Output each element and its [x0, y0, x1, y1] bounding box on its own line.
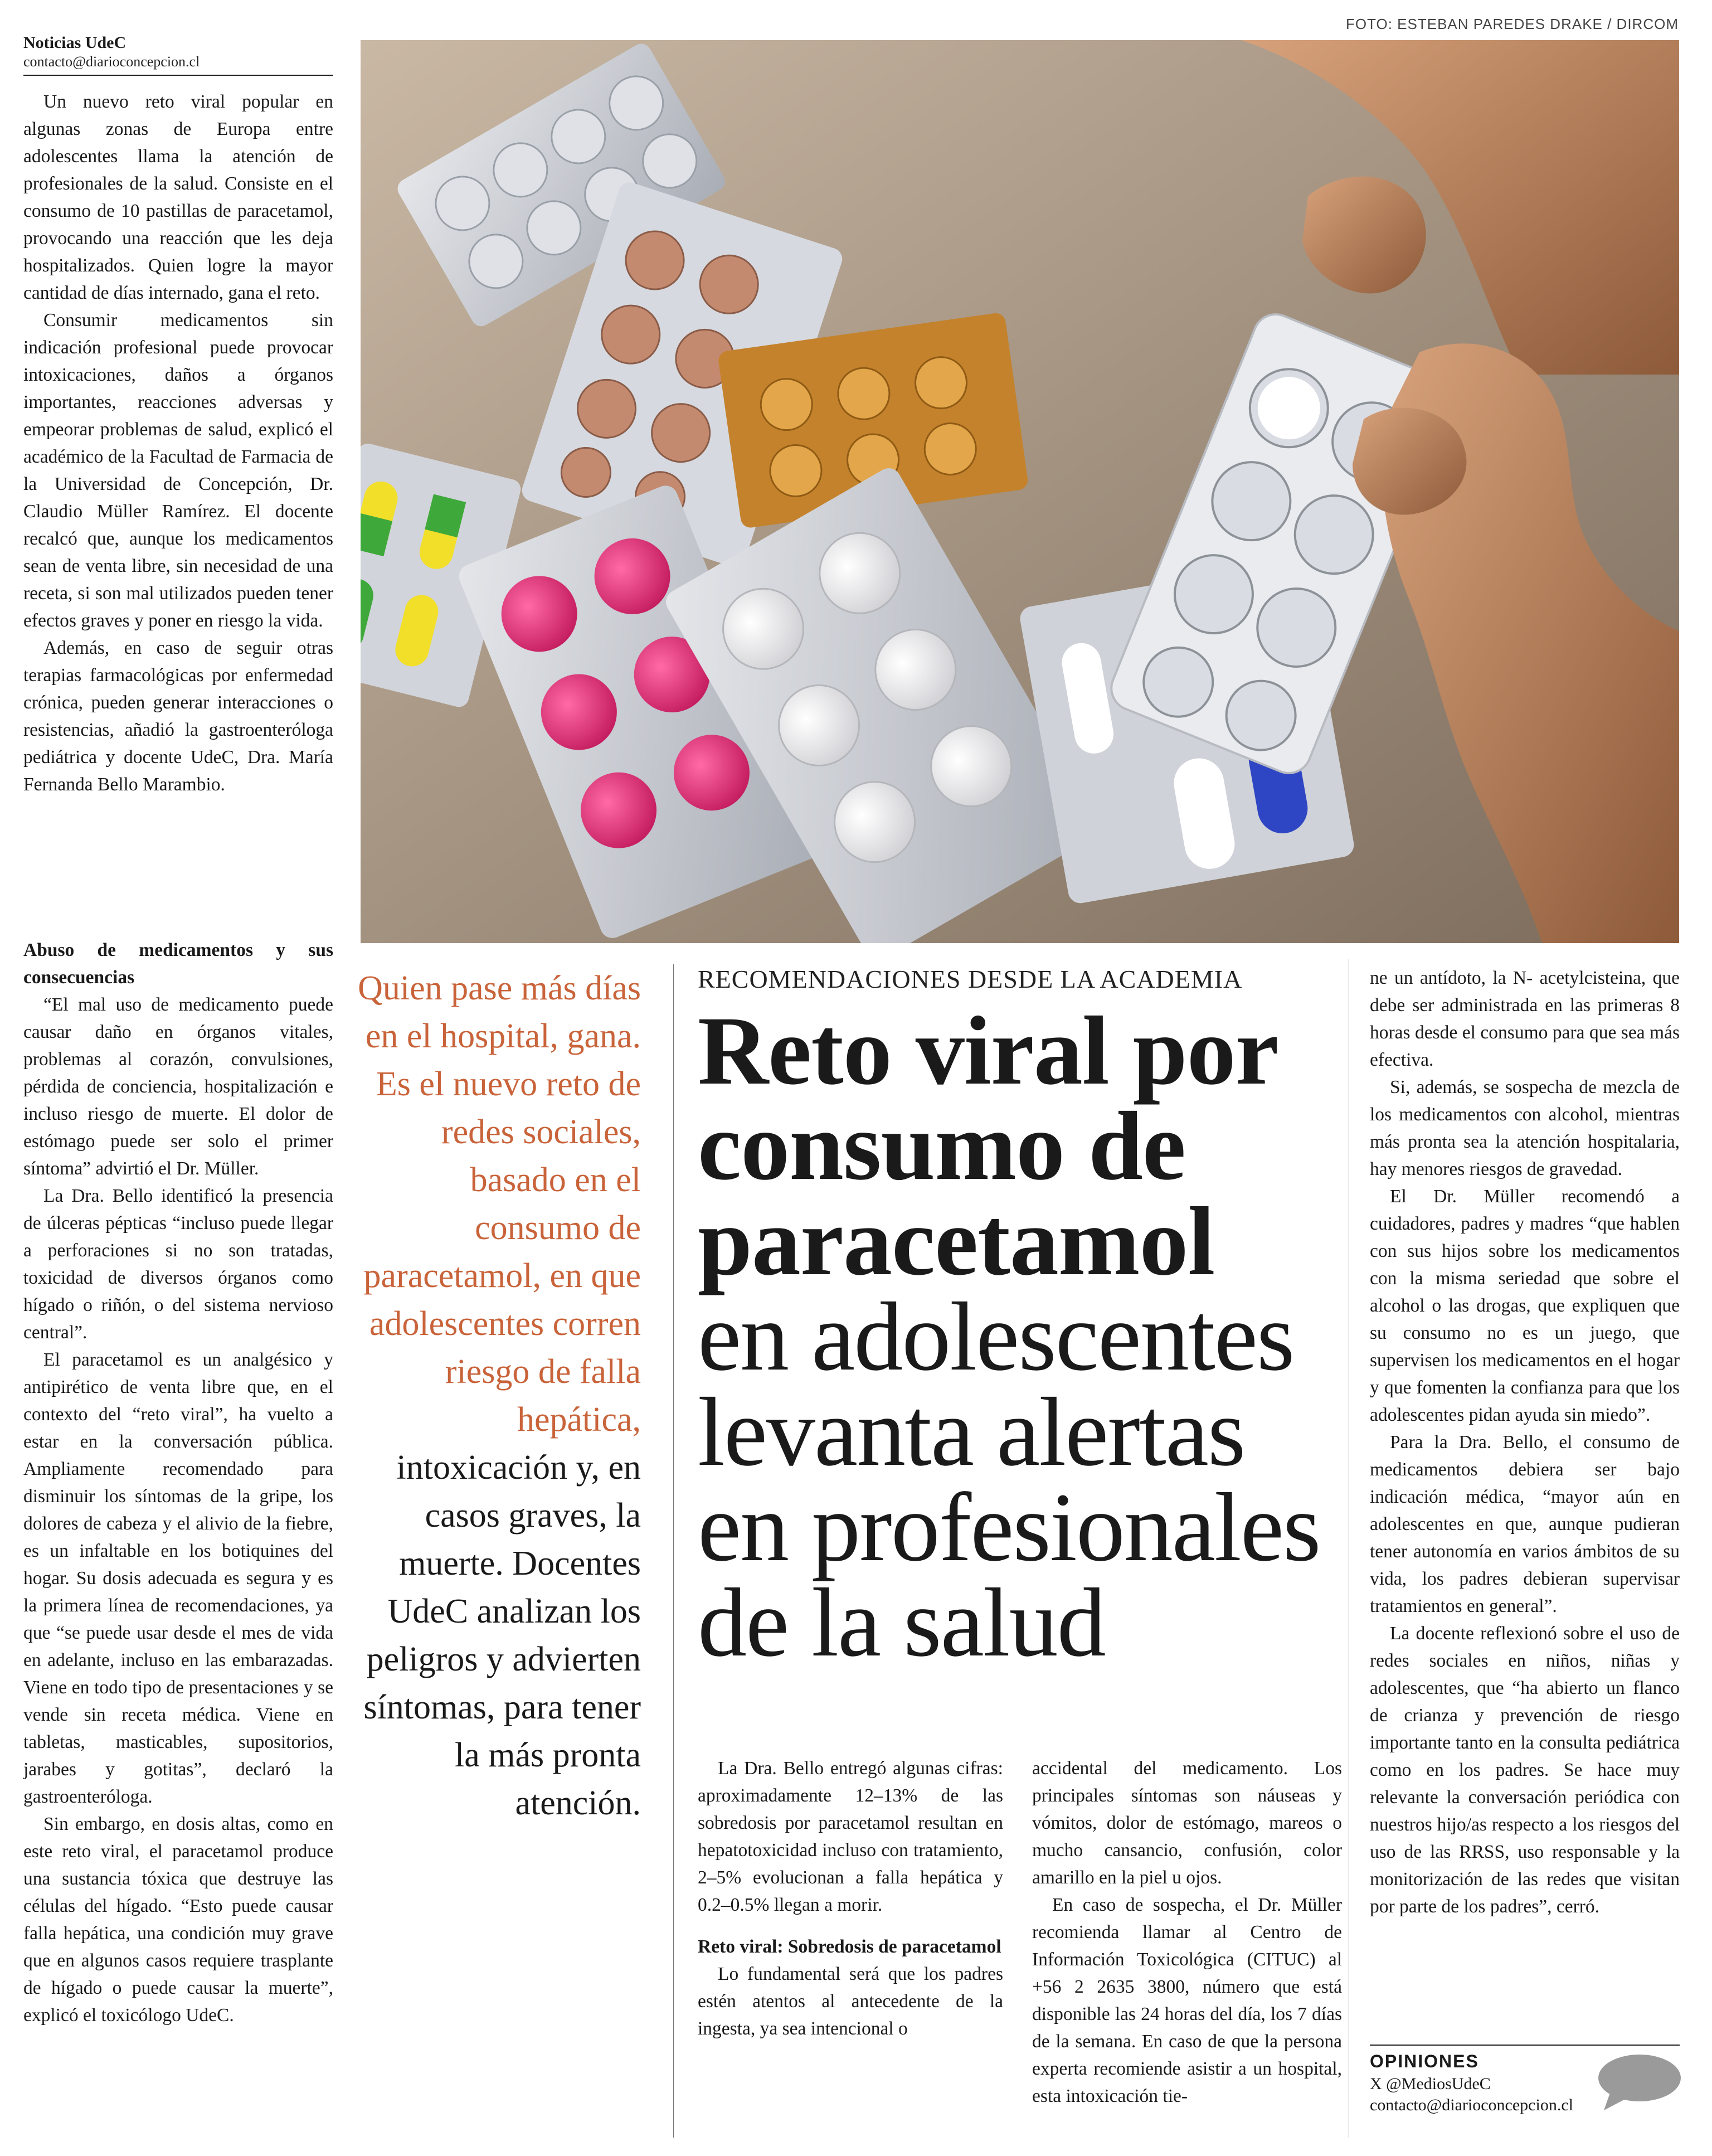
article-headline	[698, 997, 1344, 1677]
pull-quote-text: intoxicación y, en casos graves, la muerte. Docentes UdeC analizan los peligros y advierten síntomas, para tener la más pronta atención.	[363, 1449, 641, 1822]
article-photo-pills	[361, 40, 1679, 943]
paragraph: La Dra. Bello identificó la presencia de úlceras pépticas “incluso puede llegar a perforaciones si no son tratadas, toxicidad de diversos órganos como hígado o riñón, o del sistema nervioso central”.	[23, 1186, 333, 1343]
paragraph: El paracetamol es un analgésico y antipirético de venta libre que, en el contexto del “reto viral”, ha vuelto a estar en la conversación pública. Ampliamente recomendado para disminuir los síntomas de la gripe, los dolores de cabeza y el alivio de la fiebre, es un infaltable en los botiquines del hogar. Su dosis adecuada es segura y es la primera línea de recomendaciones, ya que “se puede usar desde el mes de vida en adelante, incluso en las embarazadas. Viene en todo tipo de presentaciones y se vende sin receta médica. Viene en tabletas, masticables, supositorios, jarabes y gotitas”, declaró la gastroenteróloga.	[23, 1349, 333, 1807]
section-name: Noticias UdeC	[23, 33, 127, 52]
opiniones-divider	[1370, 2045, 1680, 2046]
headline-line: Reto viral por	[698, 997, 1278, 1105]
column-3	[698, 1755, 1003, 2042]
headline-line: en profesionales	[698, 1473, 1320, 1582]
paragraph: Un nuevo reto viral popular en algunas zonas de Europa entre adolescentes llama la atención de profesionales de la salud. Consiste en el consumo de 10 pastillas de paracetamol, provocando una reacción que les deja hospitalizados. Quien logre la mayor cantidad de días internado, gana el reto.	[23, 91, 333, 303]
subheading-sobredosis: Reto viral: Sobredosis de paracetamol	[698, 1936, 1001, 1957]
subheading-abuso: Abuso de medicamentos y sus consecuencias	[23, 940, 333, 988]
pills-illustration	[361, 40, 1679, 943]
paragraph: “El mal uso de medicamento puede causar daño en órganos vitales, problemas al corazón, convulsiones, pérdida de conciencia, hospitalización e incluso riesgo de muerte. El dolor de estómago puede ser solo el primer síntoma” advirtió el Dr. Müller.	[23, 994, 333, 1179]
section-divider	[23, 75, 333, 76]
paragraph: La Dra. Bello entregó algunas cifras: aproximadamente 12–13% de las sobredosis por paracetamol resultan en hepatotoxicidad incluso con tratamiento, 2–5% evolucionan a falla hepática y 0.2–0.5% llegan a morir.	[698, 1758, 1003, 1915]
headline-line: de la salud	[698, 1569, 1105, 1677]
column-4	[1032, 1755, 1342, 2110]
article-kicker: RECOMENDACIONES DESDE LA ACADEMIA	[698, 965, 1243, 993]
headline-line: consumo de	[698, 1092, 1185, 1201]
opiniones-title: OPINIONES	[1370, 2051, 1479, 2071]
paragraph: Consumir medicamentos sin indicación profesional puede provocar intoxicaciones, daños a órganos importantes, reacciones adversas y empeorar problemas de salud, explicó el académico de la Facultad de Farmacia de la Universidad de Concepción, Dr. Claudio Müller Ramírez. El docente recalcó que, aunque los medicamentos sean de venta libre, sin necesidad de una receta, si son mal utilizados pueden tener efectos graves y poner en riesgo la vida.	[23, 310, 333, 631]
headline-line: levanta alertas	[698, 1378, 1245, 1487]
paragraph: En caso de sospecha, el Dr. Müller recomienda llamar al Centro de Información Toxicológica (CITUC) al +56 2 2635 3800, número que está disponible las 24 horas del día, los 7 días de la semana. En caso de que la persona experta recomiende asistir a un hospital, esta intoxicación tie-	[1032, 1895, 1342, 2106]
paragraph: ne un antídoto, la N- acetylcisteina, que debe ser administrada en las primeras 8 horas desde el consumo para que sea más efectiva.	[1370, 968, 1680, 1070]
paragraph: Lo fundamental será que los padres estén atentos al antecedente de la ingesta, ya sea intencional o	[698, 1964, 1003, 2039]
column-1-bottom	[23, 936, 333, 2029]
opiniones-email[interactable]: contacto@diarioconcepcion.cl	[1370, 2096, 1573, 2114]
column-5	[1370, 964, 1680, 1920]
paragraph: Además, en caso de seguir otras terapias farmacológicas por enfermedad crónica, pueden generar interacciones o resistencias, añadió la gastroenteróloga pediátrica y docente UdeC, Dra. María Fernanda Bello Marambio.	[23, 638, 333, 795]
paragraph: La docente reflexionó sobre el uso de redes sociales en niños, niñas y adolescentes, que “ha abierto un flanco de crianza y prevención de riesgo importante tanto en la consulta pediátrica como en los padres. Se hace muy relevante la conversación periódica con nuestros hijo/as respecto a los riesgos del uso de las RRSS, uso responsable y la monitorización de las redes que visitan por parte de los padres”, cerró.	[1370, 1623, 1680, 1917]
headline-line: en adolescentes	[698, 1283, 1294, 1391]
paragraph: Sin embargo, en dosis altas, como en este reto viral, el paracetamol produce una sustancia tóxica que destruye las células del hígado. “Esto puede causar falla hepática, una condición muy grave que en algunos casos requiere trasplante de hígado o puede causar la muerte”, explicó el toxicólogo UdeC.	[23, 1814, 333, 2026]
column-divider	[673, 964, 674, 2138]
pull-quote-highlight: Quien pase más días en el hospital, gana. Es el nuevo reto de redes sociales, basado en el consumo de paracetamol, en que adolescentes corren riesgo de falla hepática,	[358, 969, 641, 1439]
headline-line: paracetamol	[698, 1187, 1215, 1296]
pull-quote	[351, 964, 641, 1827]
paragraph: Si, además, se sospecha de mezcla de los medicamentos con alcohol, mientras más pronta sea la atención hospitalaria, hay menores riesgos de gravedad.	[1370, 1077, 1680, 1179]
section-contact-email[interactable]: contacto@diarioconcepcion.cl	[23, 54, 200, 70]
speech-bubble-icon	[1595, 2052, 1682, 2111]
column-1-top	[23, 88, 333, 798]
opiniones-x-handle[interactable]: X @MediosUdeC	[1370, 2075, 1491, 2093]
paragraph: Para la Dra. Bello, el consumo de medicamentos debiera ser bajo indicación médica, “mayor aún en adolescentes en que, aunque pudieran tener autonomía en varios ámbitos de su vida, los padres debieran supervisar tratamientos en general”.	[1370, 1432, 1680, 1616]
paragraph: accidental del medicamento. Los principales síntomas son náuseas y vómitos, dolor de estómago, mareos o mucho cansancio, confusión, color amarillo en la piel u ojos.	[1032, 1758, 1342, 1888]
paragraph: El Dr. Müller recomendó a cuidadores, padres y madres “que hablen con sus hijos sobre los medicamentos con la misma seriedad que sobre el alcohol o las drogas, que expliquen que su consumo no es un juego, que supervisen los medicamentos en el hogar y que fomenten la confianza para que los adolescentes pidan ayuda sin miedo”.	[1370, 1186, 1680, 1425]
photo-credit: FOTO: ESTEBAN PAREDES DRAKE / DIRCOM	[1345, 16, 1679, 32]
